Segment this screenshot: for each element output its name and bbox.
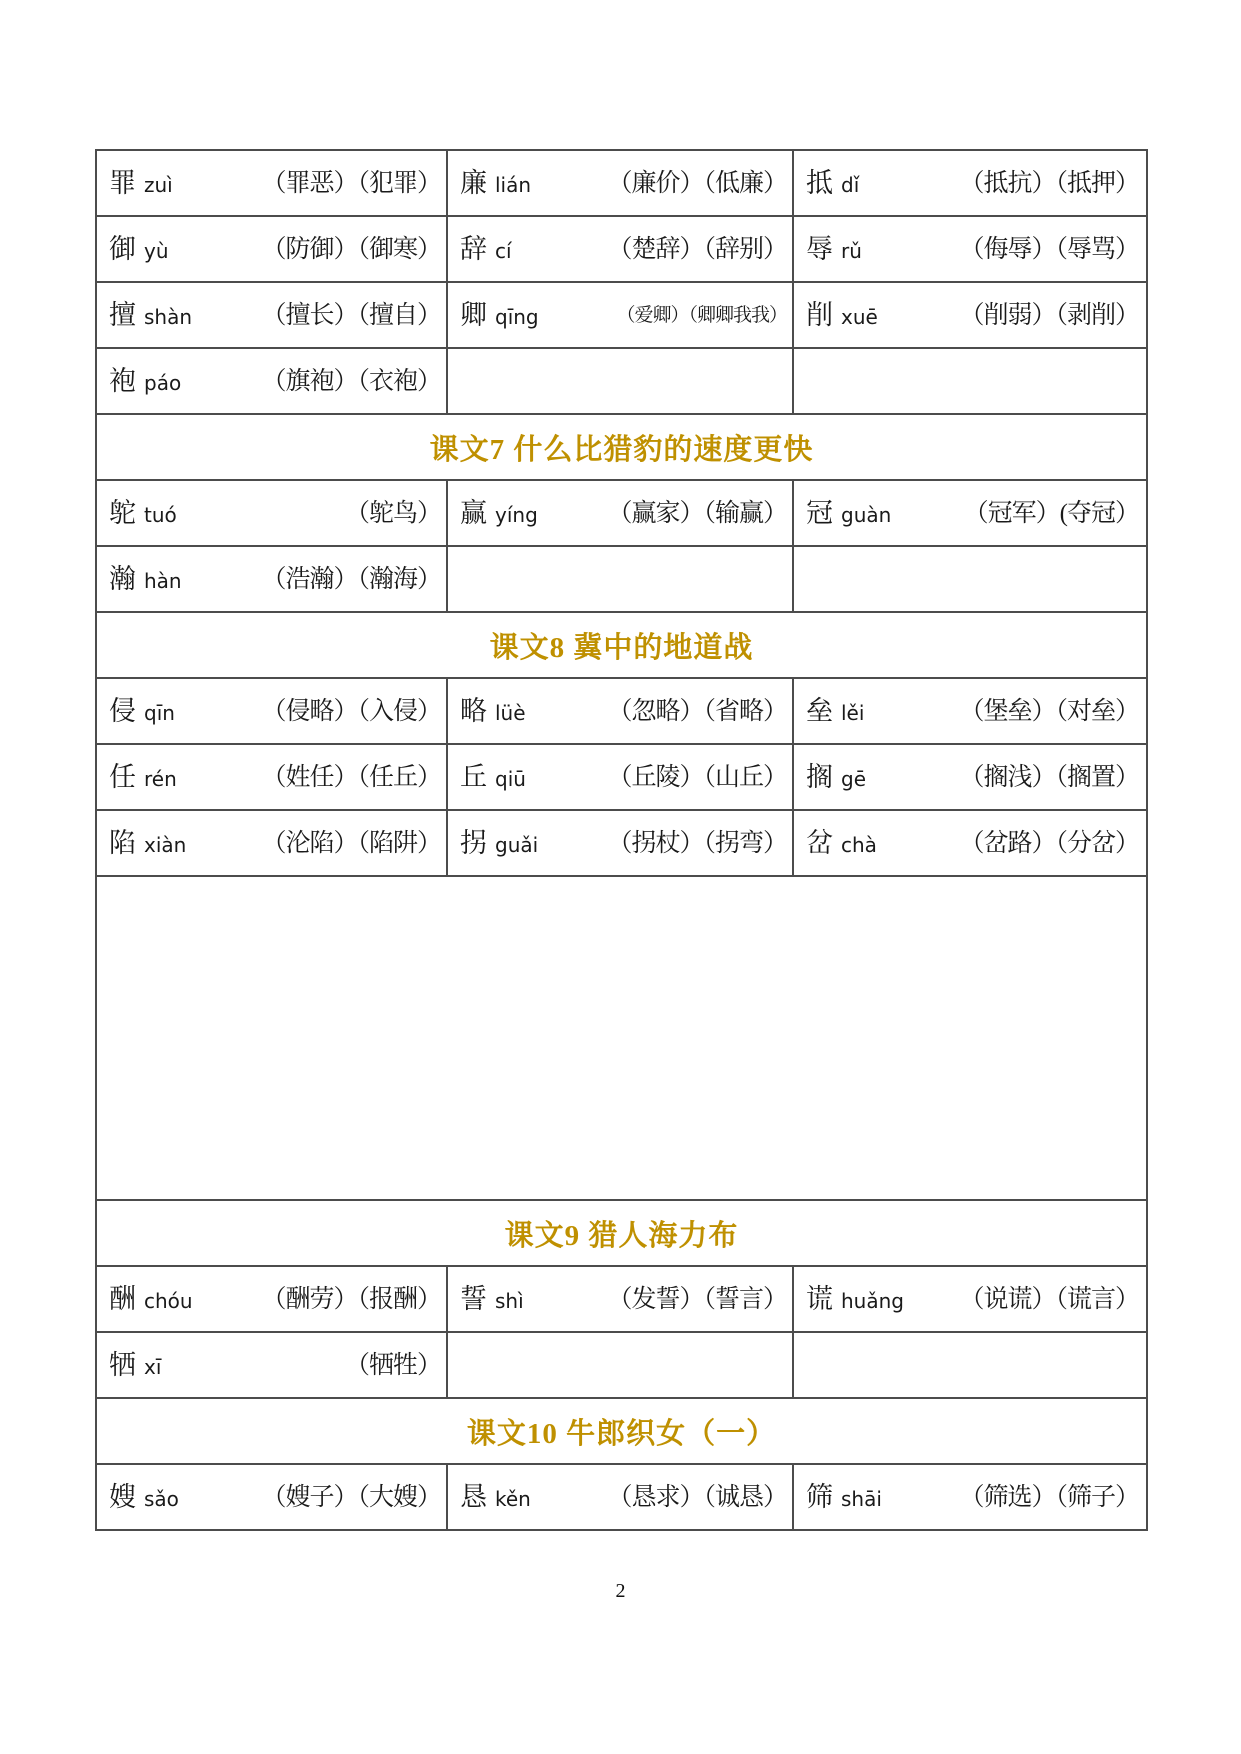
word-examples: （鸵鸟） (344, 499, 441, 527)
pinyin: zuì (144, 172, 173, 197)
char-and-pinyin (460, 761, 526, 792)
word-examples: （抵抗）（抵押） (959, 169, 1139, 197)
pinyin: gē (841, 766, 866, 791)
char-and-pinyin (806, 695, 865, 726)
char-and-pinyin (109, 827, 187, 858)
pinyin: shàn (144, 304, 193, 329)
vocab-cell (446, 1267, 792, 1331)
page-number: 2 (615, 1580, 626, 1602)
pinyin: cí (495, 238, 512, 263)
vocab-cell (792, 151, 1144, 215)
hanzi-char: 誓 (460, 1283, 487, 1314)
char-and-pinyin (460, 299, 539, 330)
pinyin: dǐ (841, 172, 860, 197)
pinyin: shāi (841, 1486, 882, 1511)
char-and-pinyin (460, 1283, 524, 1314)
vocab-cell (792, 811, 1144, 875)
pinyin: lüè (495, 700, 526, 725)
pinyin: chà (841, 832, 877, 857)
word-examples: （筛选）（筛子） (959, 1483, 1139, 1511)
hanzi-char: 恳 (460, 1481, 487, 1512)
vocab-row (97, 677, 1146, 743)
hanzi-char: 卿 (460, 299, 487, 330)
vocab-cell (97, 745, 446, 809)
char-and-pinyin (460, 167, 532, 198)
empty-cell (446, 1333, 792, 1397)
char-and-pinyin (109, 1283, 193, 1314)
char-and-pinyin (109, 167, 173, 198)
char-and-pinyin (806, 299, 878, 330)
vocab-row (97, 347, 1146, 413)
char-and-pinyin (460, 497, 538, 528)
pinyin: tuó (144, 502, 177, 527)
word-examples: （楚辞）（辞别） (607, 235, 787, 263)
vocab-cell (97, 217, 446, 281)
hanzi-char: 辞 (460, 233, 487, 264)
hanzi-char: 谎 (806, 1283, 833, 1314)
vocab-cell (446, 679, 792, 743)
pinyin: shì (495, 1288, 524, 1313)
pinyin: xiàn (144, 832, 187, 857)
vocab-cell (792, 679, 1144, 743)
empty-row (97, 875, 1146, 1199)
word-examples: （搁浅）（搁置） (959, 763, 1139, 791)
vocab-cell (792, 217, 1144, 281)
hanzi-char: 拐 (460, 827, 487, 858)
pinyin: qīn (144, 700, 175, 725)
char-and-pinyin (806, 827, 877, 858)
lesson-header-row (97, 1199, 1146, 1265)
word-examples: （拐杖）（拐弯） (607, 829, 787, 857)
vocab-row (97, 215, 1146, 281)
hanzi-char: 筛 (806, 1481, 833, 1512)
hanzi-char: 瀚 (109, 563, 136, 594)
char-and-pinyin (109, 695, 175, 726)
word-examples: （堡垒）（对垒） (959, 697, 1139, 725)
char-and-pinyin (109, 365, 182, 396)
char-and-pinyin (460, 827, 539, 858)
vocab-row (97, 545, 1146, 611)
vocab-cell (97, 151, 446, 215)
pinyin: rǔ (841, 238, 862, 263)
vocab-cell (446, 217, 792, 281)
hanzi-char: 岔 (806, 827, 833, 858)
lesson-title: 课文10 牛郎织女（一） (466, 1417, 777, 1450)
word-examples: （浩瀚）（瀚海） (261, 565, 441, 593)
hanzi-char: 丘 (460, 761, 487, 792)
pinyin: páo (144, 370, 182, 395)
empty-cell (792, 547, 1144, 611)
hanzi-char: 垒 (806, 695, 833, 726)
lesson-header-row (97, 1397, 1146, 1463)
pinyin: xuē (841, 304, 878, 329)
empty-cell (446, 547, 792, 611)
pinyin: sǎo (144, 1486, 179, 1511)
hanzi-char: 辱 (806, 233, 833, 264)
word-examples: （恳求）（诚恳） (607, 1483, 787, 1511)
empty-cell (792, 1333, 1144, 1397)
word-examples: （酬劳）（报酬） (261, 1285, 441, 1313)
vocab-cell (792, 1267, 1144, 1331)
pinyin: rén (144, 766, 177, 791)
char-and-pinyin (109, 1481, 179, 1512)
word-examples: （岔路）（分岔） (959, 829, 1139, 857)
word-examples: （防御）（御寒） (261, 235, 441, 263)
hanzi-char: 罪 (109, 167, 136, 198)
hanzi-char: 廉 (460, 167, 487, 198)
word-examples: （说谎）（谎言） (959, 1285, 1139, 1313)
char-and-pinyin (109, 299, 193, 330)
lesson-header-row (97, 413, 1146, 479)
vocab-cell (97, 481, 446, 545)
word-examples: （发誓）（誓言） (607, 1285, 787, 1313)
hanzi-char: 擅 (109, 299, 136, 330)
lesson-title: 课文8 冀中的地道战 (489, 631, 754, 664)
char-and-pinyin (806, 497, 892, 528)
pinyin: huǎng (841, 1288, 904, 1313)
empty-cell (446, 349, 792, 413)
pinyin: qiū (495, 766, 526, 791)
pinyin: xī (144, 1354, 162, 1379)
vocab-cell (97, 349, 446, 413)
vocab-cell (446, 1465, 792, 1529)
vocab-cell (97, 1465, 446, 1529)
word-examples: （廉价）（低廉） (607, 169, 787, 197)
word-examples: （丘陵）（山丘） (607, 763, 787, 791)
pinyin: guǎi (495, 832, 539, 857)
word-examples: （嫂子）（大嫂） (261, 1483, 441, 1511)
pinyin: kěn (495, 1486, 531, 1511)
hanzi-char: 嫂 (109, 1481, 136, 1512)
word-examples: （爱卿）（卿卿我我） (616, 304, 787, 326)
vocab-cell (97, 811, 446, 875)
vocab-row (97, 151, 1146, 215)
hanzi-char: 抵 (806, 167, 833, 198)
hanzi-char: 冠 (806, 497, 833, 528)
pinyin: qīng (495, 304, 539, 329)
vocab-cell (446, 811, 792, 875)
vocab-row (97, 1463, 1146, 1529)
word-examples: （姓任）（任丘） (261, 763, 441, 791)
hanzi-char: 陷 (109, 827, 136, 858)
char-and-pinyin (109, 233, 169, 264)
empty-cell (792, 349, 1144, 413)
hanzi-char: 牺 (109, 1349, 136, 1380)
lesson-title: 课文9 猎人海力布 (504, 1219, 739, 1252)
vocab-cell (792, 1465, 1144, 1529)
vocab-row (97, 743, 1146, 809)
vocab-cell (446, 745, 792, 809)
char-and-pinyin (806, 761, 866, 792)
char-and-pinyin (460, 1481, 531, 1512)
word-examples: （冠军）(夺冠） (963, 499, 1139, 527)
char-and-pinyin (806, 1283, 904, 1314)
vocab-cell (97, 547, 446, 611)
word-examples: （牺牲） (344, 1351, 441, 1379)
hanzi-char: 酬 (109, 1283, 136, 1314)
hanzi-char: 鸵 (109, 497, 136, 528)
pinyin: chóu (144, 1288, 193, 1313)
pinyin: hàn (144, 568, 182, 593)
word-examples: （沦陷）（陷阱） (261, 829, 441, 857)
word-examples: （侮辱）（辱骂） (959, 235, 1139, 263)
hanzi-char: 侵 (109, 695, 136, 726)
word-examples: （罪恶）（犯罪） (261, 169, 441, 197)
word-examples: （赢家）（输赢） (607, 499, 787, 527)
char-and-pinyin (109, 1349, 162, 1380)
hanzi-char: 御 (109, 233, 136, 264)
word-examples: （削弱）（剥削） (959, 301, 1139, 329)
vocab-cell (446, 481, 792, 545)
pinyin: yíng (495, 502, 538, 527)
pinyin: lěi (841, 700, 865, 725)
pinyin: lián (495, 172, 532, 197)
vocab-cell (97, 679, 446, 743)
char-and-pinyin (460, 695, 526, 726)
hanzi-char: 搁 (806, 761, 833, 792)
hanzi-char: 赢 (460, 497, 487, 528)
vocab-row (97, 1331, 1146, 1397)
vocab-row (97, 809, 1146, 875)
word-examples: （擅长）（擅自） (261, 301, 441, 329)
lesson-title: 课文7 什么比猎豹的速度更快 (429, 433, 814, 466)
vocab-cell (97, 1267, 446, 1331)
vocab-cell (446, 151, 792, 215)
pinyin: yù (144, 238, 169, 263)
vocabulary-table (95, 149, 1148, 1531)
vocab-row (97, 1265, 1146, 1331)
vocab-row (97, 281, 1146, 347)
vocab-cell (792, 481, 1144, 545)
char-and-pinyin (109, 497, 177, 528)
vocab-cell (97, 283, 446, 347)
hanzi-char: 略 (460, 695, 487, 726)
char-and-pinyin (460, 233, 512, 264)
vocab-cell (792, 283, 1144, 347)
word-examples: （忽略）（省略） (607, 697, 787, 725)
hanzi-char: 削 (806, 299, 833, 330)
vocab-cell (446, 283, 792, 347)
char-and-pinyin (806, 167, 860, 198)
lesson-header-row (97, 611, 1146, 677)
hanzi-char: 袍 (109, 365, 136, 396)
hanzi-char: 任 (109, 761, 136, 792)
vocab-cell (792, 745, 1144, 809)
char-and-pinyin (806, 1481, 882, 1512)
pinyin: guàn (841, 502, 892, 527)
word-examples: （侵略）（入侵） (261, 697, 441, 725)
vocab-cell (97, 1333, 446, 1397)
char-and-pinyin (109, 563, 182, 594)
vocab-row (97, 479, 1146, 545)
char-and-pinyin (109, 761, 177, 792)
word-examples: （旗袍）（衣袍） (261, 367, 441, 395)
char-and-pinyin (806, 233, 862, 264)
